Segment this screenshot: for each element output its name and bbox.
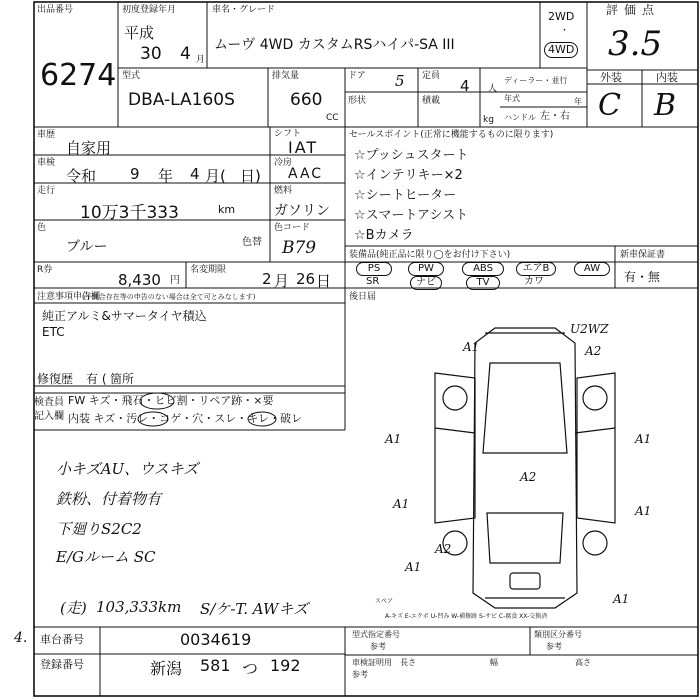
- equip-abs: ABS: [462, 262, 504, 276]
- shape-label: 形状: [348, 96, 367, 106]
- capacity-label: 定員: [422, 71, 441, 81]
- handwritten-line: 鉄粉、付着物有: [56, 490, 162, 508]
- selling-point-item: ☆Bカメラ: [354, 228, 414, 243]
- lot-label: 出品番号: [37, 5, 74, 15]
- shaken-label: 車検: [37, 158, 56, 168]
- damage-mark: A1: [463, 340, 480, 354]
- drive-dot: ・: [560, 26, 570, 36]
- model-code: DBA-LA160S: [128, 90, 235, 110]
- rating-label: 評価点: [606, 3, 661, 17]
- handwritten-mileage-prefix: (走): [60, 599, 87, 617]
- drive-4wd-circled: 4WD: [544, 42, 578, 58]
- fuel: ガソリン: [274, 203, 330, 219]
- reg-label: 登録番号: [40, 658, 84, 671]
- damage-mark: A2: [585, 344, 602, 358]
- name-change-day: 26: [296, 270, 316, 288]
- page-mark: 4.: [14, 630, 28, 646]
- km-unit: km: [218, 203, 236, 216]
- recycle-fee: 8,430: [118, 271, 161, 289]
- selling-point-item: ☆プッシュスタート: [354, 148, 469, 163]
- cert-ref-label: 参考: [352, 670, 368, 679]
- reg-number: 192: [270, 656, 301, 675]
- reg-region: 新潟: [150, 659, 183, 678]
- length-label: 長さ: [400, 658, 416, 667]
- name-change-month: 2: [262, 270, 272, 288]
- type-designation-label: 型式指定番号: [352, 630, 400, 639]
- rating-value: 3.5: [608, 24, 663, 64]
- color-code: B79: [282, 238, 317, 258]
- spare-label: スペア: [375, 598, 394, 605]
- entry-label: 記入欄: [34, 411, 64, 422]
- rear-window-outline: [487, 513, 563, 563]
- handwritten-line: 小キズAU、ウスキズ: [56, 460, 199, 478]
- year-unit: 年: [574, 97, 582, 106]
- class-label: 類別区分番号: [534, 630, 582, 639]
- dealer-label: ディーラー・並行: [504, 76, 568, 85]
- doors-label: ドア: [348, 71, 366, 81]
- inspector-label: 検査員: [34, 397, 64, 408]
- name-grade: ムーヴ 4WD カスタムRSハイパ-SA III: [214, 37, 455, 53]
- shift-label: シフト: [274, 129, 302, 139]
- class-ref-label: 参考: [546, 642, 562, 651]
- equip-ps: PS: [356, 262, 392, 276]
- height-label: 高さ: [575, 658, 591, 667]
- damage-mark: A1: [385, 432, 402, 446]
- car-damage-diagram: [345, 303, 698, 627]
- drive-2wd: 2WD: [548, 10, 575, 23]
- warranty-label: 新車保証書: [620, 250, 666, 260]
- equipment-label: 装備品(純正品に限り◯をお付け下さい): [349, 250, 511, 260]
- handle-label: ハンドル: [504, 113, 536, 122]
- kg-unit: kg: [483, 115, 494, 125]
- load-label: 積載: [422, 96, 441, 106]
- model-year-label: 年式: [504, 94, 520, 103]
- damage-mark: A1: [635, 432, 652, 446]
- category: 自家用: [66, 139, 112, 157]
- shift: IAT: [288, 138, 319, 157]
- lot-number: 6274: [40, 58, 117, 93]
- color-code-label: 色コード: [274, 223, 311, 233]
- recycle-label: R券: [37, 265, 53, 275]
- handwritten-line: 下廻りS2C2: [56, 520, 142, 538]
- damage-top-note: U2WZ: [570, 322, 609, 336]
- name-change-month-unit: 月: [274, 272, 290, 290]
- shaken-month-unit: 月(: [205, 167, 226, 185]
- equip-pw: PW: [408, 262, 444, 276]
- doors: 5: [395, 72, 405, 90]
- selling-point-item: ☆インテリキー×2: [354, 168, 463, 183]
- recolor-label: 色替: [242, 237, 262, 248]
- mileage-label: 走行: [37, 186, 56, 196]
- repair-value: 有 (: [86, 372, 107, 386]
- note-line: 純正アルミ&サマータイヤ積込: [42, 309, 207, 323]
- name-change-day-unit: 日: [316, 272, 332, 290]
- exterior-label: 外装: [600, 71, 622, 84]
- capacity: 4: [460, 77, 470, 95]
- shaken-year: 9: [130, 165, 140, 183]
- reg-class: 581: [200, 656, 231, 675]
- aircon-label: 冷房: [274, 158, 293, 168]
- equip-leather: カワ: [524, 276, 544, 287]
- yen-unit: 円: [170, 275, 180, 286]
- first-reg-year: 30: [140, 44, 162, 64]
- name-grade-label: 車名・グレード: [212, 5, 276, 15]
- cert-label: 車検証明用: [352, 658, 392, 667]
- notes-sub-label: (不具合存在等の申告のない場合は全て可とみなします): [82, 293, 256, 301]
- ref-label: 参考: [370, 642, 386, 651]
- first-reg-month: 4: [180, 44, 191, 64]
- spare-outline: [510, 573, 540, 589]
- mileage: 10万3千333: [80, 203, 179, 223]
- month-unit: 月: [196, 55, 206, 65]
- equip-sr: SR: [366, 276, 380, 287]
- handle-options: 左・右: [540, 111, 570, 122]
- handwritten-line: E/Gルーム SC: [56, 548, 156, 566]
- chassis-number: 0034619: [180, 630, 252, 649]
- damage-mark: A2: [520, 470, 537, 484]
- wheel-front-left: [443, 386, 467, 410]
- windshield-outline: [483, 363, 567, 453]
- equip-airbag: エアB: [516, 262, 556, 276]
- category-label: 車歴: [37, 130, 56, 140]
- chassis-label: 車台番号: [40, 633, 84, 646]
- first-reg-label: 初度登録年月: [122, 5, 177, 15]
- left-side-panel: [435, 373, 475, 523]
- repair-suffix: 箇所: [110, 372, 135, 386]
- name-change-label: 名変期限: [190, 265, 227, 275]
- displacement-label: 排気量: [272, 71, 300, 81]
- warranty-options: 有・無: [624, 270, 661, 284]
- cc-unit: CC: [326, 113, 339, 123]
- diagram-legend: A-キズ E-エクボ U-凹み W-補修跡 S-サビ C-腐食 XX-交換済: [385, 613, 548, 620]
- selling-point-item: ☆シートヒーター: [354, 188, 457, 203]
- width-label: 幅: [490, 658, 498, 667]
- shaken-day-unit: 日): [240, 167, 261, 185]
- color: ブルー: [66, 239, 108, 255]
- equip-aw: AW: [574, 262, 610, 276]
- damage-mark: A1: [635, 504, 652, 518]
- selling-points-label: セールスポイント(正常に機能するものに限ります): [349, 130, 554, 140]
- after-label: 後日届: [349, 292, 377, 302]
- shaken-month: 4: [190, 165, 200, 183]
- interior-label: 内装: [656, 71, 678, 84]
- repair-label: 修復歴: [37, 372, 74, 386]
- damage-mark: A1: [613, 592, 630, 606]
- inspection-exterior: FW キズ・飛石・ヒビ割・リペア跡・×要: [68, 394, 274, 407]
- reg-kana: つ: [242, 659, 259, 678]
- equip-navi: ナビ: [410, 276, 442, 290]
- fuel-label: 燃料: [274, 186, 293, 196]
- equip-tv: TV: [466, 276, 500, 290]
- model-label: 型式: [122, 71, 141, 81]
- displacement: 660: [290, 90, 323, 110]
- damage-mark: A1: [405, 560, 422, 574]
- shaken-year-unit: 年: [158, 167, 174, 185]
- handwritten-extra: S/ケ-T. AWキズ: [200, 600, 309, 618]
- exterior-grade: C: [598, 88, 621, 123]
- damage-mark: A2: [435, 542, 452, 556]
- note-line: ETC: [42, 325, 65, 339]
- aircon: AAC: [288, 166, 324, 182]
- era-heisei: 平成: [124, 24, 155, 42]
- damage-mark: A1: [393, 497, 410, 511]
- interior-grade: B: [654, 88, 677, 123]
- wheel-front-right: [583, 386, 607, 410]
- car-body-outline: [473, 328, 577, 608]
- color-label: 色: [37, 223, 47, 233]
- wheel-rear-right: [583, 531, 607, 555]
- shaken-era: 令和: [66, 167, 97, 185]
- inspection-interior: 内装 キズ・汚レ・コゲ・穴・スレ・キレ・破レ: [68, 412, 303, 425]
- notes-label: 注意事項申告欄: [37, 292, 101, 302]
- selling-point-item: ☆スマートアシスト: [354, 208, 469, 223]
- person-unit: 人: [488, 84, 498, 94]
- handwritten-mileage: 103,333km: [96, 598, 182, 616]
